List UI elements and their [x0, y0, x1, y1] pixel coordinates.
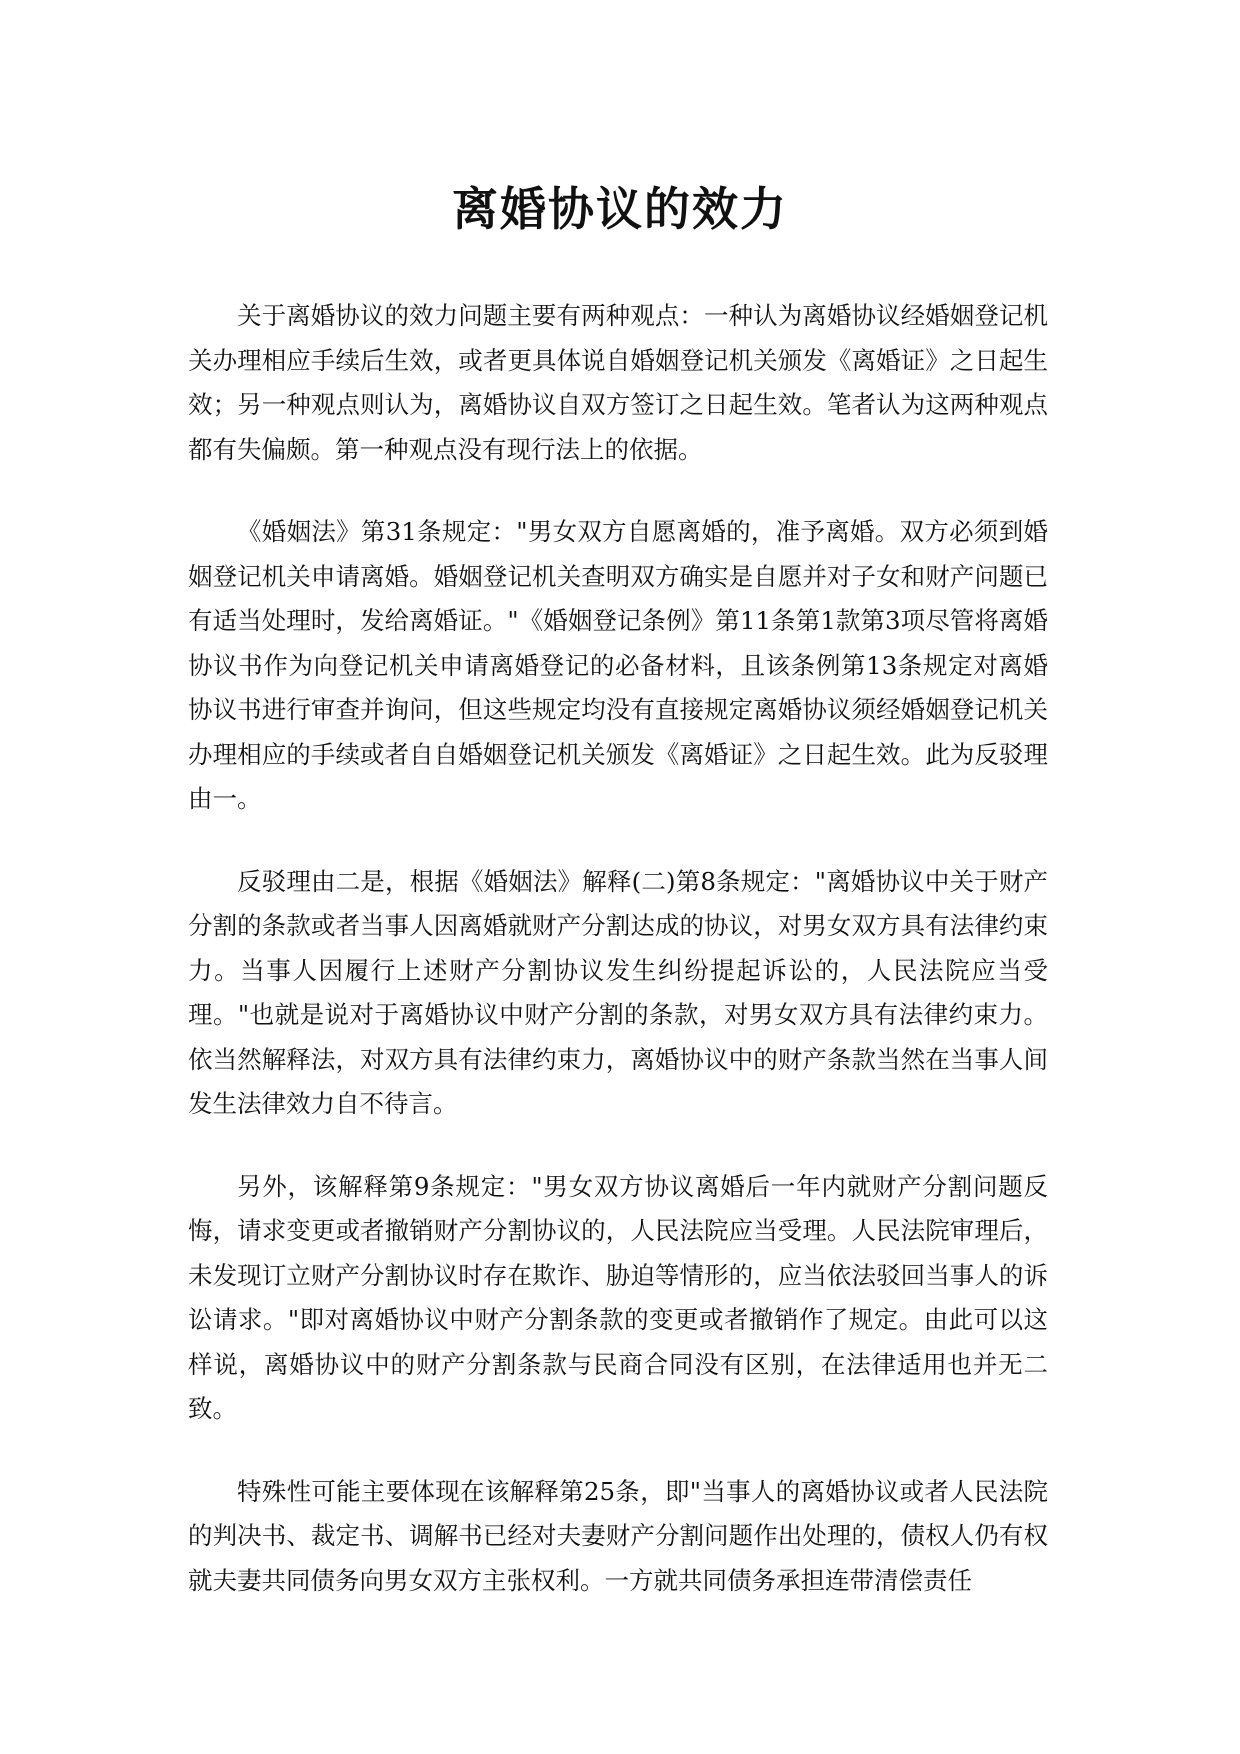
paragraph-5: 特殊性可能主要体现在该解释第25条，即"当事人的离婚协议或者人民法院的判决书、裁定书、调解书已经对夫妻财产分割问题作出处理的，债权人仍有权就夫妻共同债务向男女双方主张权利。一方就共同债务承担连带清偿责任: [188, 1476, 1048, 1595]
paragraph-2: 《婚姻法》第31条规定："男女双方自愿离婚的，准予离婚。双方必须到婚姻登记机关申请离婚。婚姻登记机关查明双方确实是自愿并对子女和财产问题已有适当处理时，发给离婚证。"《婚姻登记条例》第11条第1款第3项尽管将离婚协议书作为向登记机关申请离婚登记的必备材料，且该条例第13条规定对离婚协议书进行审查并询问，但这些规定均没有直接规定离婚协议须经婚姻登记机关办理相应的手续或者自自婚姻登记机关颁发《离婚证》之日起生效。此为反驳理由一。: [188, 517, 1048, 813]
document-title: 离婚协议的效力: [452, 181, 788, 236]
paragraph-3: 反驳理由二是，根据《婚姻法》解释(二)第8条规定："离婚协议中关于财产分割的条款或者当事人因离婚就财产分割达成的协议，对男女双方具有法律约束力。当事人因履行上述财产分割协议发生纠纷提起诉讼的，人民法院应当受理。"也就是说对于离婚协议中财产分割的条款，对男女双方具有法律约束力。依当然解释法，对双方具有法律约束力，离婚协议中的财产条款当然在当事人间发生法律效力自不待言。: [188, 866, 1048, 1118]
document-body: [188, 294, 1048, 1603]
paragraph-4: 另外，该解释第9条规定："男女双方协议离婚后一年内就财产分割问题反悔，请求变更或者撤销财产分割协议的，人民法院应当受理。人民法院审理后，未发现订立财产分割协议时存在欺诈、胁迫等情形的，应当依法驳回当事人的诉讼请求。"即对离婚协议中财产分割条款的变更或者撤销作了规定。由此可以这样说，离婚协议中的财产分割条款与民商合同没有区别，在法律适用也并无二致。: [188, 1171, 1048, 1423]
paragraph-1: 关于离婚协议的效力问题主要有两种观点：一种认为离婚协议经婚姻登记机关办理相应手续后生效，或者更具体说自婚姻登记机关颁发《离婚证》之日起生效；另一种观点则认为，离婚协议自双方签订之日起生效。笔者认为这两种观点都有失偏颇。第一种观点没有现行法上的依据。: [188, 301, 1048, 464]
